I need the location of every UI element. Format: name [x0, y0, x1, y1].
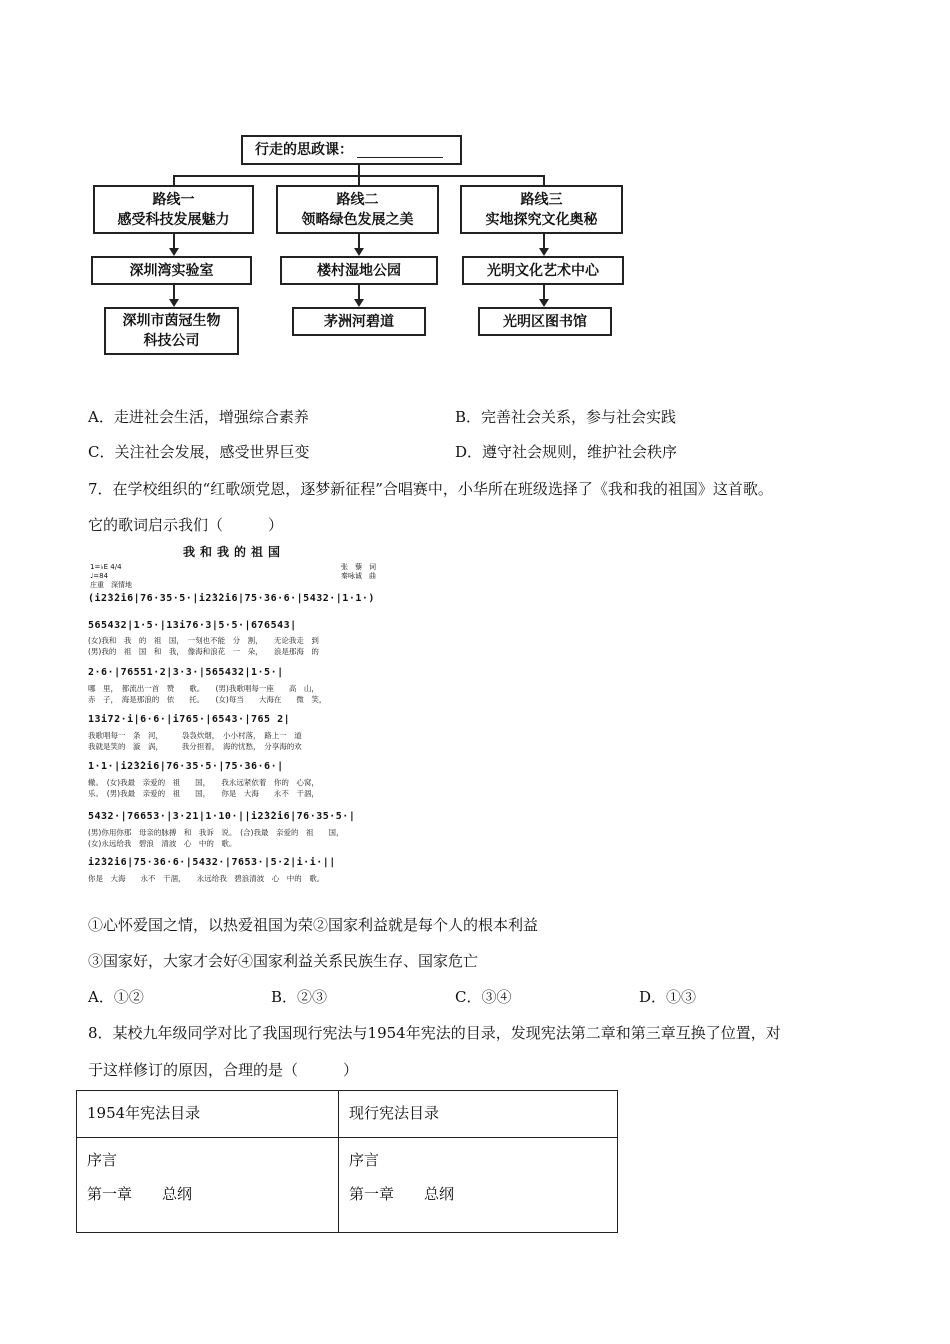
route-2-stop-2: 茅洲河碧道 [292, 307, 426, 336]
q7-option-c: C．③④ [455, 988, 512, 1006]
table-cell-1954 [77, 1138, 339, 1233]
score-numbers-1: (i2̇3̇2̇i6|76·35·5·|i2̇3̇2̇i6|75·36·6·|5432·|1·1·) [88, 593, 375, 604]
q7-stem-line-2: 它的歌词启示我们（ ） [88, 516, 284, 534]
score-credit-lyricist: 张 藜 词 [341, 563, 376, 571]
song-score-image [88, 543, 380, 883]
route-1-stop-1: 深圳湾实验室 [91, 256, 252, 285]
score-lyrics-3: 哪 里， 都流出一首 赞 歌。 (男)我歌唱每一座 高 山， [88, 684, 319, 693]
score-key: 1=♭E 4/4 [90, 563, 122, 571]
q8-stem-line-1: 8．某校九年级同学对比了我国现行宪法与1954年宪法的目录，发现宪法第二章和第三章互换了位置，对 [88, 1024, 781, 1042]
table-cell-current [339, 1138, 618, 1233]
q7-statements-line-1: ①心怀爱国之情，以热爱祖国为荣②国家利益就是每个人的根本利益 [88, 916, 539, 934]
route-3-heading: 路线三 实地探究文化奥秘 [460, 185, 623, 234]
toc-entry-chapter-1: 第一章 总纲 [87, 1185, 193, 1203]
table-header-row [77, 1091, 618, 1138]
q7-statements-line-2: ③国家好，大家才会好④国家利益关系民族生存、国家危亡 [88, 952, 479, 970]
toc-entry-preamble: 序言 [87, 1151, 118, 1169]
score-lyrics-10: (女)永远给我 碧浪 清波 心 中的 歌。 [88, 839, 237, 848]
q6-option-a: A．走进社会生活，增强综合素养 [88, 408, 309, 426]
score-numbers-6: 5432·|76653·|3·21|1·10·||i2̇3̇2̇i6|76·35·5·| [88, 811, 356, 822]
q8-stem-line-2: 于这样修订的原因，合理的是（ ） [88, 1061, 359, 1079]
score-lyrics-7: 辙。 (女)我最 亲爱的 祖 国， 我永远紧依着 你的 心窝， [88, 778, 319, 787]
route-2-heading: 路线二 领略绿色发展之美 [276, 185, 439, 234]
score-numbers-2: 565432|1·5·|13i76·3|5·5·|676543| [88, 620, 297, 631]
q6-option-d: D．遵守社会规则，维护社会秩序 [455, 443, 678, 461]
score-lyrics-9: (男)你用你那 母亲的脉搏 和 我诉 说。 (合)我最 亲爱的 祖 国， [88, 828, 344, 837]
score-lyrics-4: 赤 子， 海是那浪的 依 托。 (女)每当 大海在 微 笑， [88, 695, 327, 704]
score-lyrics-6: 我就是笑的 漩 涡， 我分担着， 海的忧愁， 分享海的欢 [88, 742, 302, 751]
score-lyrics-1: (女)我和 我 的 祖 国， 一刻也不能 分 割， 无论我走 到 [88, 636, 319, 645]
score-lyrics-5: 我歌唱每一 条 河， 袅袅炊烟， 小小村落， 路上一 道 [88, 731, 302, 740]
toc-entry-chapter-1: 第一章 总纲 [349, 1185, 455, 1203]
table-header-current: 现行宪法目录 [339, 1091, 618, 1138]
score-credit-composer: 秦咏诚 曲 [341, 572, 376, 580]
table-row [77, 1138, 618, 1233]
score-mood: 庄重 深情地 [90, 581, 132, 589]
score-lyrics-8: 乐。 (男)我最 亲爱的 祖 国， 你是 大海 永不 干涸， [88, 789, 319, 798]
q7-option-d: D．①③ [639, 988, 697, 1006]
route-1-heading: 路线一 感受科技发展魅力 [93, 185, 254, 234]
score-numbers-3: 2·6·|76551·2|3·3·|565432|1·5·| [88, 667, 284, 678]
flowchart-title-box [241, 135, 462, 165]
route-3-stop-2: 光明区图书馆 [478, 307, 612, 336]
q7-option-b: B．②③ [271, 988, 328, 1006]
score-numbers-4: 13i72·i|6·6·|i765·|6543·|765 2| [88, 714, 291, 725]
toc-entry-preamble: 序言 [349, 1151, 380, 1169]
score-tempo: ♩=84 [90, 572, 109, 580]
score-lyrics-11: 你是 大海 永不 干涸， 永远给我 碧浪清波 心 中的 歌。 [88, 874, 325, 883]
score-numbers-7: i2̇3̇2̇i6|75·36·6·|5432·|7653·|5·2|i·i·|| [88, 857, 336, 868]
q6-option-c: C．关注社会发展，感受世界巨变 [88, 443, 310, 461]
constitution-toc-table [76, 1090, 618, 1233]
q6-option-b: B．完善社会关系，参与社会实践 [455, 408, 677, 426]
route-1-stop-2: 深圳市茵冠生物 科技公司 [104, 307, 239, 355]
route-2-stop-1: 楼村湿地公园 [280, 256, 438, 285]
q7-option-a: A．①② [88, 988, 144, 1006]
flowchart-title: 行走的思政课： [255, 142, 353, 158]
score-numbers-5: 1·1·|i2̇3̇2̇i6|76·35·5·|75·36·6·| [88, 761, 284, 772]
q7-stem-line-1: 7．在学校组织的“红歌颂党恩，逐梦新征程”合唱赛中，小华所在班级选择了《我和我的祖国》这首歌。 [88, 480, 773, 498]
score-title: 我和我的祖国 [182, 545, 285, 559]
table-header-1954: 1954年宪法目录 [77, 1091, 339, 1138]
score-lyrics-2: (男)我的 祖 国 和 我， 像海和浪花 一 朵， 浪是那海 的 [88, 647, 319, 656]
route-3-stop-1: 光明文化艺术中心 [462, 256, 624, 285]
answer-blank [357, 143, 443, 158]
